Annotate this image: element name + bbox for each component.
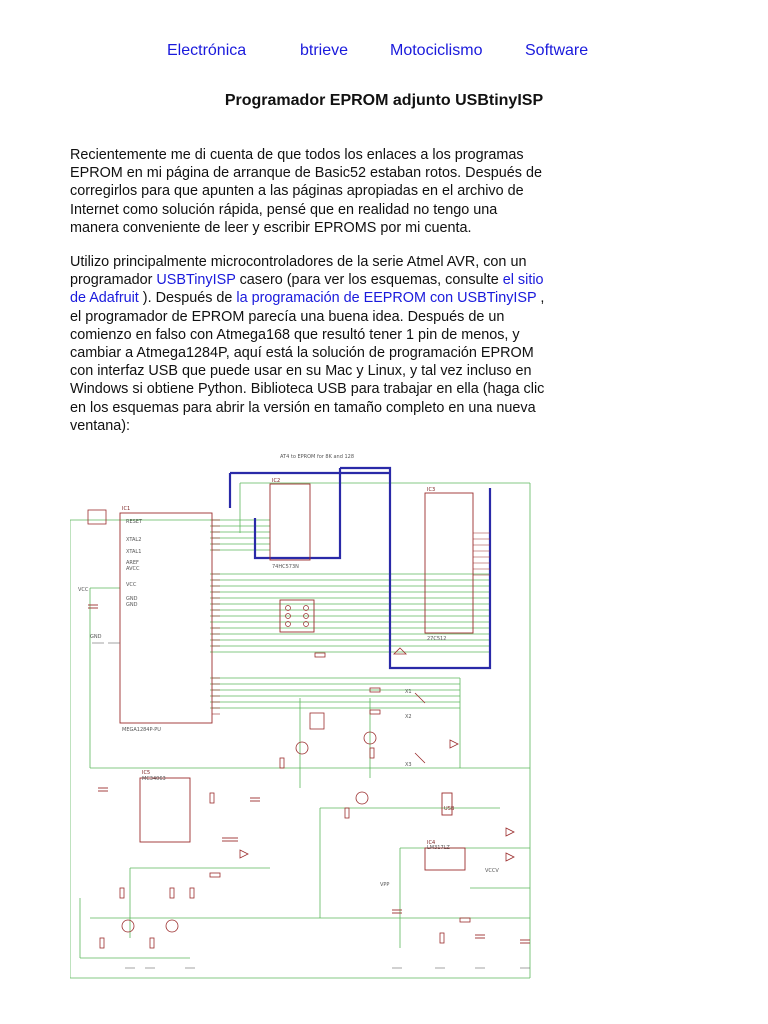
paragraph-text: Utilizo principalmente microcontroladores de la serie Atmel AVR, con un programador (70, 254, 527, 289)
boost-part: MC34063 (142, 776, 166, 782)
svg-text:RESET: RESET (126, 519, 143, 525)
article-paragraph-1: Recientemente me di cuenta de que todos los enlaces a los programas EPROM en mi página de arranque de Basic52 estaban rotos. Después de corregirlos para que apunten a las páginas apropiadas en el archivo de Internet como solución rápida, pensé que en realidad no tengo una manera conveniente de leer y escribir EPROMS por mi cuenta. (70, 147, 542, 236)
regulator-label: IC4 (427, 840, 436, 846)
x3-label: X3 (405, 762, 412, 768)
vpp-label: VPP (380, 882, 390, 888)
paragraph-text: , el programador de EPROM parecía una buena idea. Después de un comienzo en falso con Atmega168 que resultó tener 1 pin de menos, y cambiar a Atmega1284P, aquí está la solución de programación EPROM con interfaz USB que puede usar en su Mac y Linux, y tal vez incluso en Windows si obtiene Python. Biblioteca USB para trabajar en ella (haga clic en los esquemas para abrir la versión en tamaño completo en una nueva ventana): (70, 290, 545, 434)
paragraph-text: ). Después de (138, 290, 237, 307)
nav-link-motociclismo[interactable]: Motociclismo (390, 42, 483, 59)
svg-text:AREF: AREF (126, 560, 139, 566)
article-paragraph-2 (70, 253, 550, 435)
vcc-label: VCC (78, 587, 89, 593)
gnd-label: GND (90, 634, 102, 640)
schematic-image[interactable] (70, 448, 540, 988)
mcu-part: MEGA1284P-PU (122, 727, 161, 733)
svg-text:GND: GND (126, 602, 138, 608)
eprom-label: IC3 (427, 487, 436, 493)
svg-text:XTAL1: XTAL1 (126, 549, 142, 555)
schematic-caption: AT4 to EPROM for 8K and 128 (280, 454, 355, 460)
svg-text:VCC: VCC (126, 582, 137, 588)
usb-label: USB (444, 806, 455, 812)
nav-link-electronica[interactable]: Electrónica (167, 42, 247, 59)
eprom-part: 27C512 (427, 636, 447, 642)
vccv-label: VCCV (485, 868, 499, 874)
article-title: Programador EPROM adjunto USBtinyISP (224, 92, 544, 109)
regulator-part: LM317LZ (427, 845, 450, 851)
latch-label: IC2 (272, 478, 281, 484)
adafruit-link[interactable]: el sitio de Adafruit (70, 272, 544, 307)
svg-text:XTAL2: XTAL2 (126, 537, 142, 543)
nav-link-software[interactable]: Software (525, 42, 589, 59)
top-navigation (0, 42, 768, 66)
latch-part: 74HC573N (272, 564, 299, 570)
mcu-label: IC1 (122, 506, 131, 512)
paragraph-text: casero (para ver los esquemas, consulte (235, 272, 503, 289)
schematic-drawing (70, 448, 540, 988)
nav-link-btrieve[interactable]: btrieve (300, 42, 349, 59)
svg-text:GND: GND (126, 596, 138, 602)
eeprom-programming-link[interactable]: la programación de EEPROM con USBTinyISP (236, 290, 537, 307)
x1-label: X1 (405, 689, 412, 695)
x2-label: X2 (405, 714, 412, 720)
usbtinyisp-link[interactable]: USBTinyISP (156, 272, 236, 289)
svg-text:AVCC: AVCC (126, 566, 140, 572)
boost-label: IC5 (142, 770, 151, 776)
